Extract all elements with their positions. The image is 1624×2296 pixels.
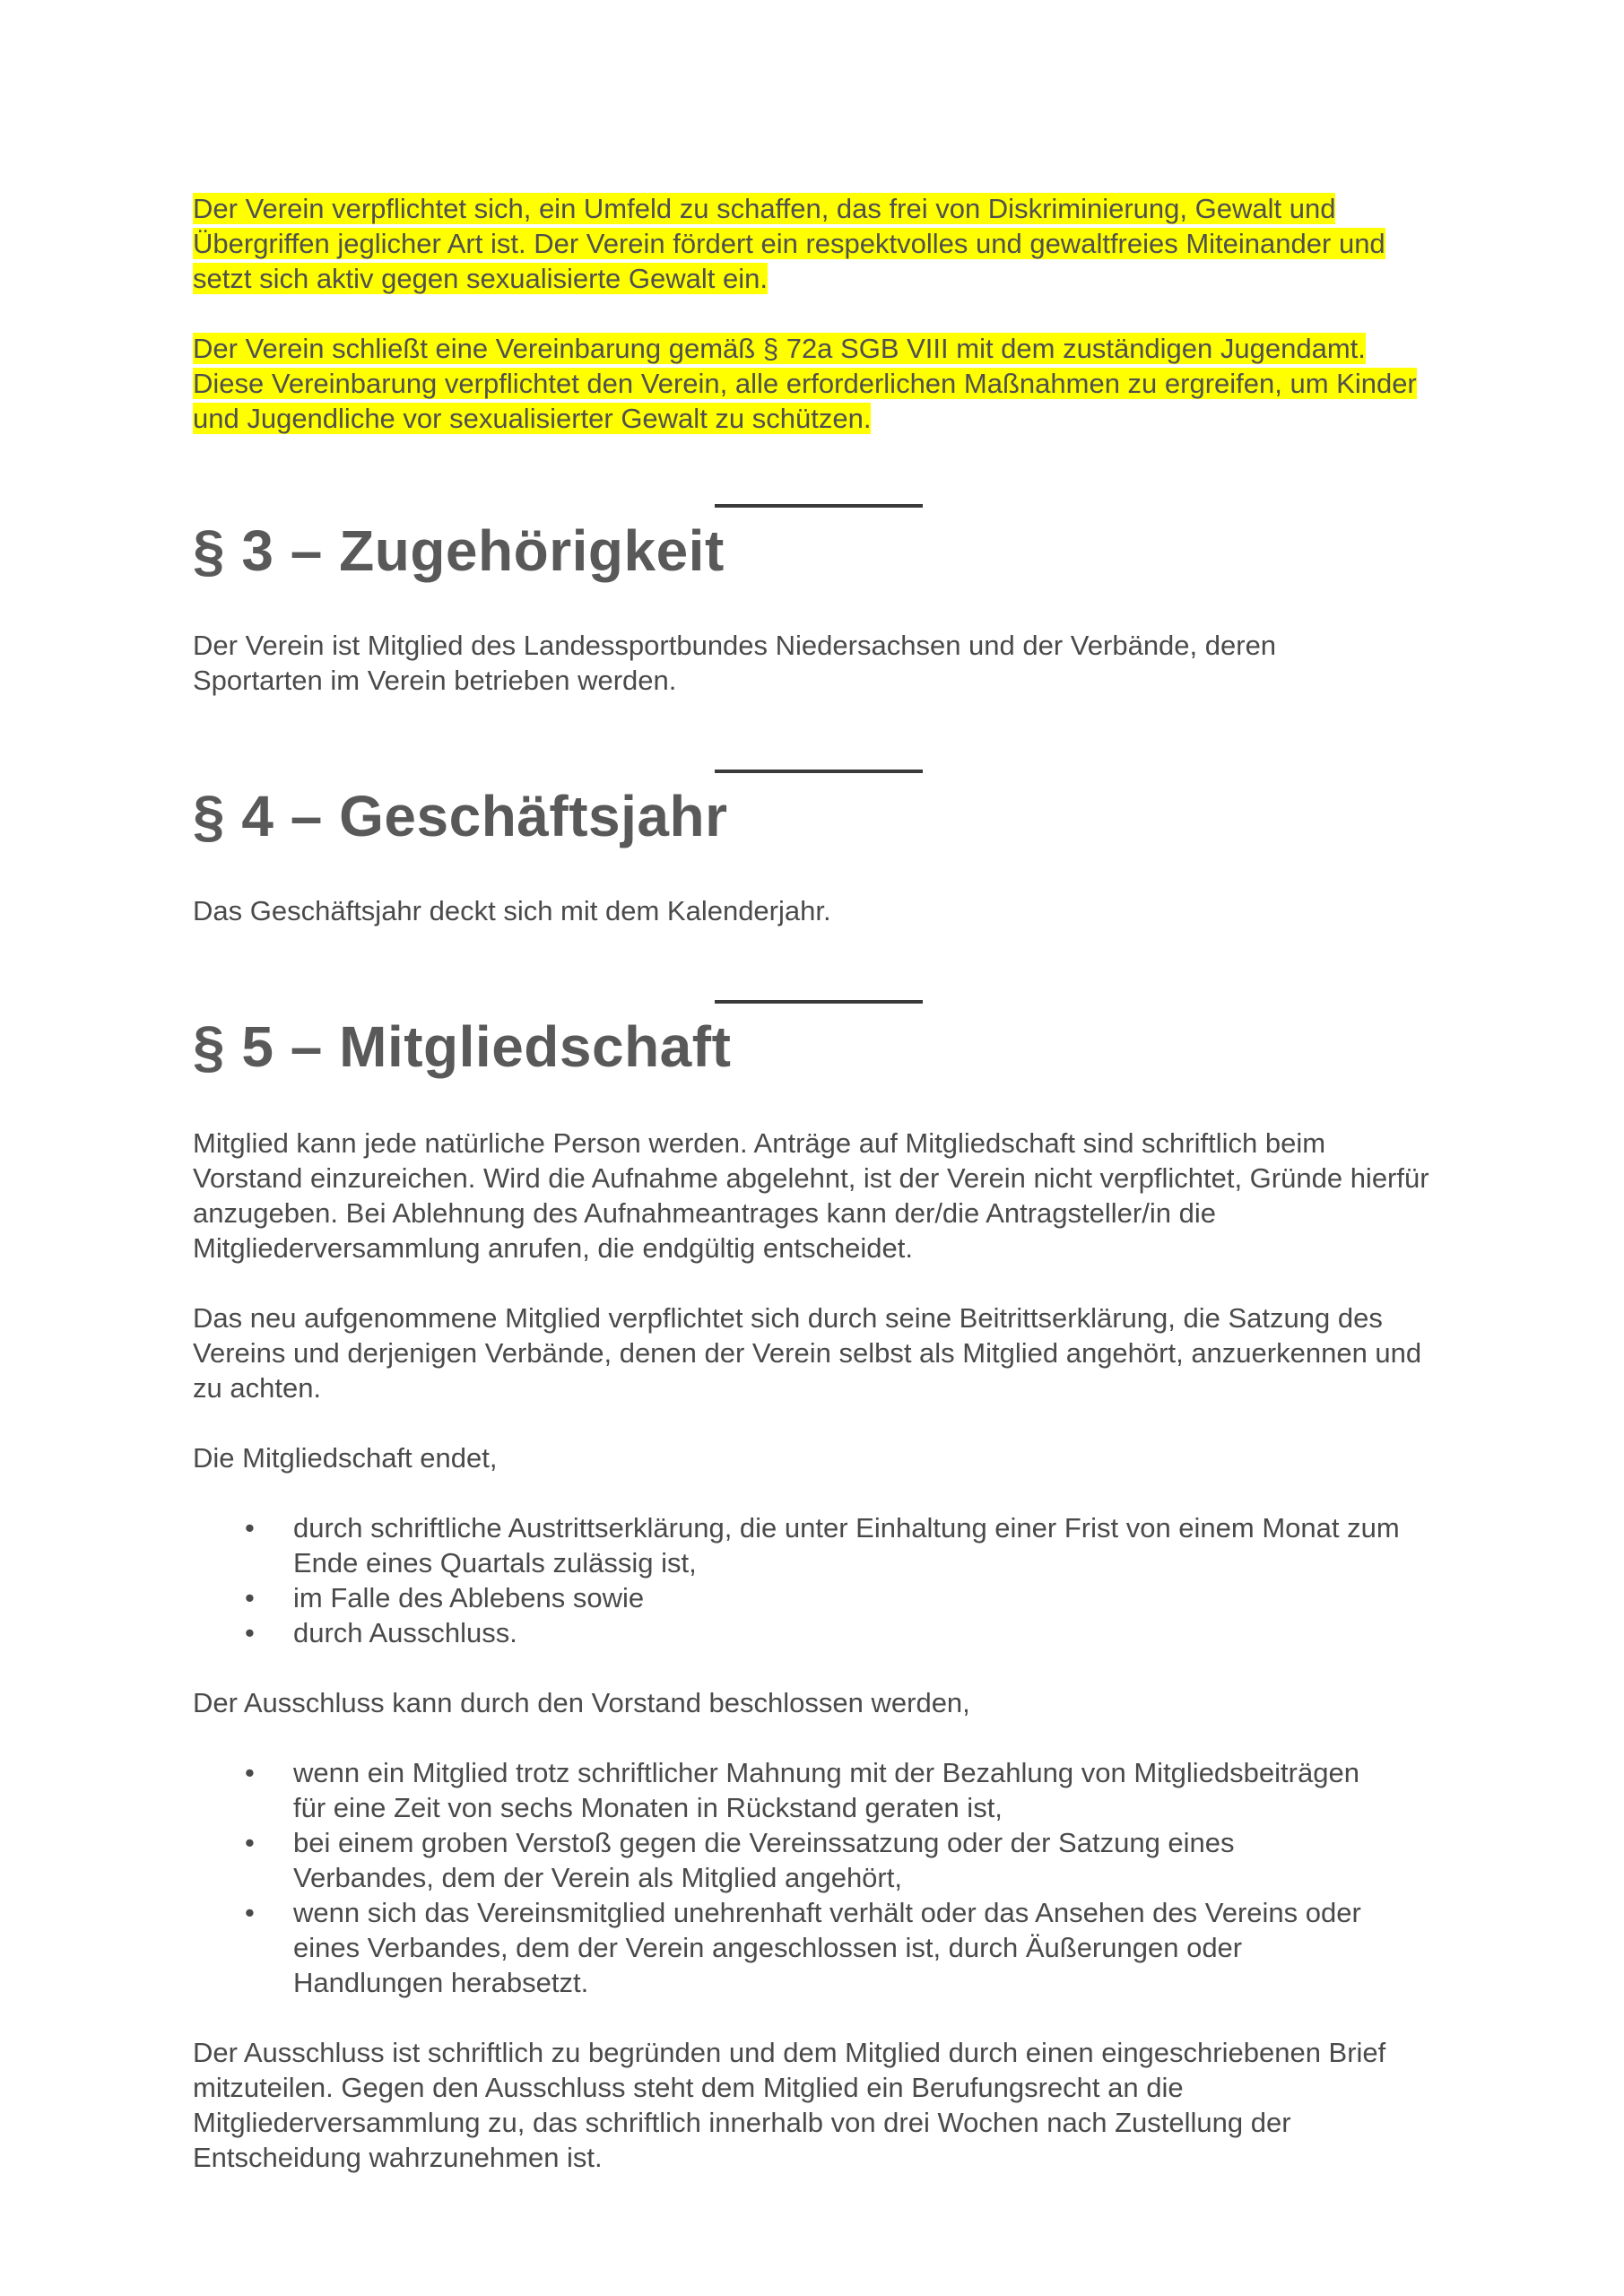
section-3-paragraph: Der Verein ist Mitglied des Landessportbundes Niedersachsen und der Verbände, deren Sportarten im Verein betrieben werden. bbox=[193, 630, 1277, 696]
document-page bbox=[193, 191, 1448, 2175]
section-5-paragraph-3: Die Mitgliedschaft endet, bbox=[193, 1442, 498, 1474]
list-item: • im Falle des Ablebens sowie bbox=[245, 1582, 645, 1613]
bullet-icon: • bbox=[245, 1757, 255, 1788]
list-item: • wenn ein Mitglied trotz schriftlicher Mahnung mit der Bezahlung von Mitgliedsbeiträgen für eine Zeit von sechs Monaten in Rückstand geraten ist, bbox=[245, 1757, 1359, 1823]
section-5-rule bbox=[715, 1000, 923, 1004]
list-item: • durch schriftliche Austrittserklärung, die unter Einhaltung einer Frist von einem Monat zum Ende eines Quartals zulässig ist, bbox=[245, 1512, 1400, 1578]
list-item: • bei einem groben Verstoß gegen die Vereinssatzung oder der Satzung eines Verbandes, dem der Verein als Mitglied angehört, bbox=[245, 1827, 1235, 1893]
section-5 bbox=[193, 1000, 1448, 2175]
bullet-icon: • bbox=[245, 1827, 255, 1858]
bullet-icon: • bbox=[245, 1512, 255, 1544]
intro-paragraph-1-highlight: Der Verein verpflichtet sich, ein Umfeld zu schaffen, das frei von Diskriminierung, Gewalt und Übergriffen jeglicher Art ist. Der Verein fördert ein respektvolles und gewaltfreies Miteinander und setzt sich aktiv gegen sexualisierte Gewalt ein. bbox=[193, 193, 1385, 294]
intro-paragraph-2-highlight: Der Verein schließt eine Vereinbarung gemäß § 72a SGB VIII mit dem zuständigen Jugendamt. Diese Vereinbarung verpflichtet den Verein, alle erforderlichen Maßnahmen zu ergreifen, um Kinder und Jugendliche vor sexualisierter Gewalt zu schützen. bbox=[193, 333, 1417, 434]
section-4-rule bbox=[715, 770, 923, 773]
section-4-heading: § 4 – Geschäftsjahr bbox=[193, 784, 728, 848]
intro-paragraph-2 bbox=[193, 331, 1421, 436]
section-5-paragraph-1: Mitglied kann jede natürliche Person werden. Anträge auf Mitgliedschaft sind schriftlich beim Vorstand einzureichen. Wird die Aufnahme abgelehnt, ist der Verein nicht verpflichtet, Gründe hierfür anzugeben. Bei Ablehnung des Aufnahmeantrages kann der/die Antragsteller/in die Mitgliederversammlung anrufen, die endgültig entscheidet. bbox=[193, 1127, 1429, 1264]
list-item: • durch Ausschluss. bbox=[245, 1617, 517, 1648]
exclusion-reasons-list bbox=[193, 1755, 1448, 2000]
list-item: • wenn sich das Vereinsmitglied unehrenhaft verhält oder das Ansehen des Vereins oder eines Verbandes, dem der Verein angeschlossen ist, durch Äußerungen oder Handlungen herabsetzt. bbox=[245, 1897, 1361, 1998]
bullet-icon: • bbox=[245, 1582, 255, 1613]
bullet-icon: • bbox=[245, 1617, 255, 1648]
section-3-rule bbox=[715, 504, 923, 508]
section-4-paragraph: Das Geschäftsjahr deckt sich mit dem Kalenderjahr. bbox=[193, 895, 831, 926]
section-3-heading: § 3 – Zugehörigkeit bbox=[193, 518, 725, 583]
intro-paragraph-1 bbox=[193, 191, 1439, 296]
section-5-paragraph-5: Der Ausschluss ist schriftlich zu begründen und dem Mitglied durch einen eingeschriebenen Brief mitzuteilen. Gegen den Ausschluss steht dem Mitglied ein Berufungsrecht an die Mitgliederversammlung zu, das schriftlich innerhalb von drei Wochen nach Zustellung der Entscheidung wahrzunehmen ist. bbox=[193, 2037, 1386, 2173]
bullet-icon: • bbox=[245, 1897, 255, 1928]
section-5-heading: § 5 – Mitgliedschaft bbox=[193, 1014, 732, 1079]
section-3 bbox=[193, 504, 1448, 698]
membership-end-list bbox=[193, 1510, 1448, 1650]
section-4 bbox=[193, 770, 1448, 928]
section-5-paragraph-4: Der Ausschluss kann durch den Vorstand beschlossen werden, bbox=[193, 1687, 970, 1718]
section-5-paragraph-2: Das neu aufgenommene Mitglied verpflichtet sich durch seine Beitrittserklärung, die Satzung des Vereins und derjenigen Verbände, denen der Verein selbst als Mitglied angehört, anzuerkennen und zu achten. bbox=[193, 1302, 1422, 1404]
